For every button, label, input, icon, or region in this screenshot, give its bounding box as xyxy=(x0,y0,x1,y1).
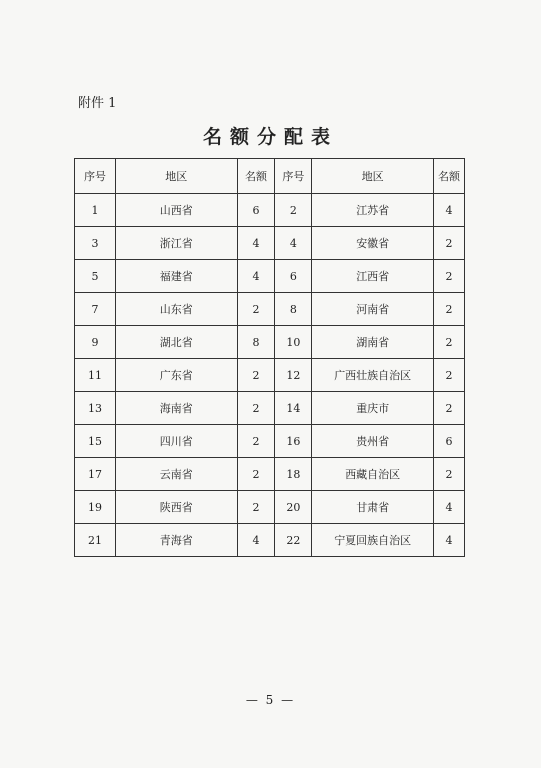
quota-cell: 4 xyxy=(434,491,465,524)
region-cell: 安徽省 xyxy=(312,227,434,260)
region-cell: 宁夏回族自治区 xyxy=(312,524,434,557)
quota-cell: 4 xyxy=(434,524,465,557)
quota-cell: 8 xyxy=(237,326,275,359)
serial-cell: 13 xyxy=(75,392,116,425)
header-serial-1: 序号 xyxy=(75,159,116,194)
table-body xyxy=(75,194,465,557)
header-quota-2: 名额 xyxy=(434,159,465,194)
serial-cell: 16 xyxy=(275,425,312,458)
table-row xyxy=(75,458,465,491)
quota-cell: 2 xyxy=(237,458,275,491)
quota-cell: 4 xyxy=(237,524,275,557)
attachment-label: 附件 1 xyxy=(78,96,117,111)
serial-cell: 6 xyxy=(275,260,312,293)
table-row xyxy=(75,425,465,458)
region-cell: 湖南省 xyxy=(312,326,434,359)
header-region-1: 地区 xyxy=(115,159,237,194)
quota-cell: 6 xyxy=(237,194,275,227)
serial-cell: 17 xyxy=(75,458,116,491)
quota-cell: 2 xyxy=(434,293,465,326)
serial-cell: 20 xyxy=(275,491,312,524)
serial-cell: 3 xyxy=(75,227,116,260)
quota-cell: 2 xyxy=(434,392,465,425)
quota-cell: 4 xyxy=(237,260,275,293)
serial-cell: 15 xyxy=(75,425,116,458)
quota-cell: 2 xyxy=(237,425,275,458)
table-row xyxy=(75,359,465,392)
region-cell: 甘肃省 xyxy=(312,491,434,524)
region-cell: 江西省 xyxy=(312,260,434,293)
quota-cell: 2 xyxy=(237,491,275,524)
serial-cell: 19 xyxy=(75,491,116,524)
region-cell: 广东省 xyxy=(115,359,237,392)
region-cell: 重庆市 xyxy=(312,392,434,425)
serial-cell: 5 xyxy=(75,260,116,293)
region-cell: 浙江省 xyxy=(115,227,237,260)
page-number-text: — 5 — xyxy=(245,693,296,707)
serial-cell: 1 xyxy=(75,194,116,227)
quota-cell: 2 xyxy=(237,359,275,392)
quota-cell: 2 xyxy=(434,359,465,392)
quota-cell: 4 xyxy=(434,194,465,227)
quota-cell: 2 xyxy=(434,326,465,359)
region-cell: 海南省 xyxy=(115,392,237,425)
quota-cell: 4 xyxy=(237,227,275,260)
table-row xyxy=(75,524,465,557)
serial-cell: 12 xyxy=(275,359,312,392)
region-cell: 西藏自治区 xyxy=(312,458,434,491)
region-cell: 福建省 xyxy=(115,260,237,293)
serial-cell: 21 xyxy=(75,524,116,557)
serial-cell: 22 xyxy=(275,524,312,557)
region-cell: 湖北省 xyxy=(115,326,237,359)
serial-cell: 18 xyxy=(275,458,312,491)
region-cell: 陕西省 xyxy=(115,491,237,524)
serial-cell: 9 xyxy=(75,326,116,359)
quota-cell: 2 xyxy=(237,293,275,326)
region-cell: 青海省 xyxy=(115,524,237,557)
quota-table xyxy=(74,158,465,557)
region-cell: 广西壮族自治区 xyxy=(312,359,434,392)
page-title: 名额分配表 xyxy=(202,126,338,148)
serial-cell: 4 xyxy=(275,227,312,260)
header-region-2: 地区 xyxy=(312,159,434,194)
serial-cell: 11 xyxy=(75,359,116,392)
quota-cell: 2 xyxy=(237,392,275,425)
quota-cell: 6 xyxy=(434,425,465,458)
region-cell: 四川省 xyxy=(115,425,237,458)
region-cell: 山西省 xyxy=(115,194,237,227)
page-number xyxy=(0,693,541,707)
table-row xyxy=(75,227,465,260)
quota-cell: 2 xyxy=(434,227,465,260)
table-row xyxy=(75,293,465,326)
region-cell: 河南省 xyxy=(312,293,434,326)
serial-cell: 2 xyxy=(275,194,312,227)
header-quota-1: 名额 xyxy=(237,159,275,194)
table-row xyxy=(75,326,465,359)
table-header-row xyxy=(75,159,465,194)
region-cell: 云南省 xyxy=(115,458,237,491)
table-row xyxy=(75,260,465,293)
serial-cell: 7 xyxy=(75,293,116,326)
quota-cell: 2 xyxy=(434,458,465,491)
serial-cell: 8 xyxy=(275,293,312,326)
table-row xyxy=(75,392,465,425)
region-cell: 贵州省 xyxy=(312,425,434,458)
header-serial-2: 序号 xyxy=(275,159,312,194)
quota-cell: 2 xyxy=(434,260,465,293)
serial-cell: 10 xyxy=(275,326,312,359)
serial-cell: 14 xyxy=(275,392,312,425)
table-row xyxy=(75,194,465,227)
region-cell: 山东省 xyxy=(115,293,237,326)
table-row xyxy=(75,491,465,524)
region-cell: 江苏省 xyxy=(312,194,434,227)
